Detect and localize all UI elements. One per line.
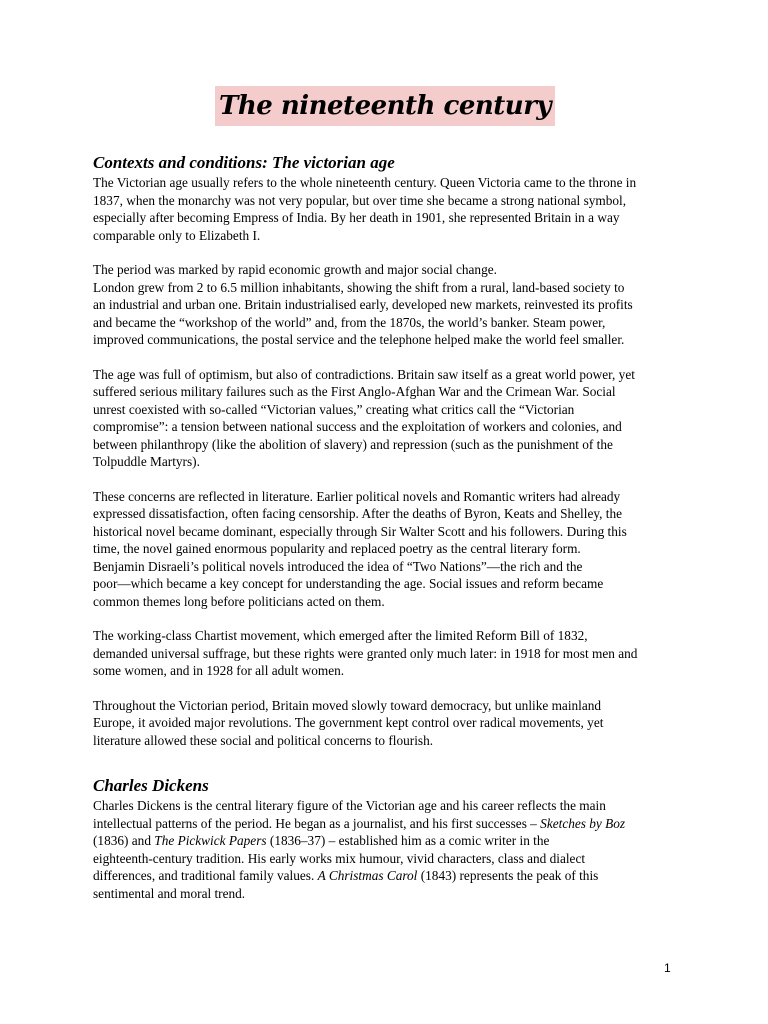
paragraph-3 <box>93 366 677 471</box>
paragraph-2 <box>93 261 677 349</box>
text-run: (1836) and <box>93 833 155 848</box>
text-line: some women, and in 1928 for all adult women. <box>93 663 345 678</box>
text-line: The period was marked by rapid economic growth and major social change. <box>93 262 497 277</box>
text-line: expressed dissatisfaction, often facing censorship. After the deaths of Byron, Keats and Shelley, the <box>93 506 623 521</box>
work-title-sketches-by-boz: Sketches by Boz <box>540 815 626 831</box>
text-line: Europe, it avoided major revolutions. The government kept control over radical movements, yet <box>93 715 604 730</box>
title-block <box>93 86 677 126</box>
text-line: suffered serious military failures such as the First Anglo-Afghan War and the Crimean War. Social <box>93 384 616 399</box>
text-line: eighteenth-century tradition. His early works mix humour, vivid characters, class and dialect <box>93 850 586 866</box>
text-line: time, the novel gained enormous popularity and replaced poetry as the central literary form. <box>93 541 581 556</box>
text-line: an industrial and urban one. Britain industrialised early, developed new markets, reinvested its profits <box>93 297 633 312</box>
text-line: London grew from 2 to 6.5 million inhabitants, showing the shift from a rural, land-based society to <box>93 279 625 295</box>
text-line: Tolpuddle Martyrs). <box>93 454 200 469</box>
paragraph-5 <box>93 627 677 680</box>
text-line <box>93 867 677 885</box>
text-line: common themes long before politicians acted on them. <box>93 593 385 609</box>
paragraph-1 <box>93 174 677 244</box>
text-line: unrest coexisted with so-called “Victorian values,” creating what critics call the “Victorian <box>93 401 575 417</box>
text-line <box>93 815 677 833</box>
text-line: Benjamin Disraeli’s political novels introduced the idea of “Two Nations”—the rich and the <box>93 558 583 574</box>
section-heading-charles-dickens: Charles Dickens <box>93 776 209 795</box>
text-line: The Victorian age usually refers to the whole nineteenth century. Queen Victoria came to the throne in <box>93 175 637 190</box>
text-line: historical novel became dominant, especially through Sir Walter Scott and his followers. During this <box>93 523 627 539</box>
text-line: 1837, when the monarchy was not very popular, but over time she became a strong national symbol, <box>93 192 627 208</box>
text-line: literature allowed these social and political concerns to flourish. <box>93 732 434 748</box>
text-line: poor—which became a key concept for understanding the age. Social issues and reform became <box>93 576 604 591</box>
text-line: These concerns are reflected in literature. Earlier political novels and Romantic writers had already <box>93 488 621 504</box>
text-line: sentimental and moral trend. <box>93 885 246 901</box>
text-run: intellectual patterns of the period. He began as a journalist, and his first successes – <box>93 815 541 831</box>
text-line <box>93 832 677 850</box>
text-line: The age was full of optimism, but also of contradictions. Britain saw itself as a great world power, yet <box>93 366 635 382</box>
text-line: Throughout the Victorian period, Britain moved slowly toward democracy, but unlike mainland <box>93 697 602 713</box>
page-title: The nineteenth century <box>215 86 555 126</box>
text-line: between philanthropy (like the abolition of slavery) and repression (such as the punishment of the <box>93 436 613 452</box>
text-line: and became the “workshop of the world” and, from the 1870s, the world’s banker. Steam power, <box>93 314 606 330</box>
text-line: The working-class Chartist movement, which emerged after the limited Reform Bill of 1832, <box>93 628 588 643</box>
paragraph-4 <box>93 488 677 611</box>
text-run: (1836–37) – established him as a comic writer in the <box>266 833 550 848</box>
text-line: especially after becoming Empress of India. By her death in 1901, she represented Britain in a way <box>93 210 620 225</box>
work-title-pickwick-papers: The Pickwick Papers <box>154 833 267 848</box>
text-line: improved communications, the postal service and the telephone helped make the world feel smaller. <box>93 332 625 347</box>
text-line: Charles Dickens is the central literary figure of the Victorian age and his career reflects the main <box>93 798 606 813</box>
text-line: demanded universal suffrage, but these rights were granted only much later: in 1918 for most men and <box>93 645 638 661</box>
section-heading-victorian-age: Contexts and conditions: The victorian age <box>93 153 395 172</box>
paragraph-dickens <box>93 797 677 902</box>
paragraph-6 <box>93 697 677 750</box>
text-run: (1843) represents the peak of this <box>417 868 599 883</box>
text-run: differences, and traditional family values. <box>93 868 318 883</box>
page-number: 1 <box>664 961 671 975</box>
text-line: compromise”: a tension between national success and the exploitation of workers and colonies, and <box>93 419 622 434</box>
work-title-christmas-carol: A Christmas Carol <box>317 868 418 883</box>
text-line: comparable only to Elizabeth I. <box>93 227 261 243</box>
document-page <box>93 86 677 919</box>
